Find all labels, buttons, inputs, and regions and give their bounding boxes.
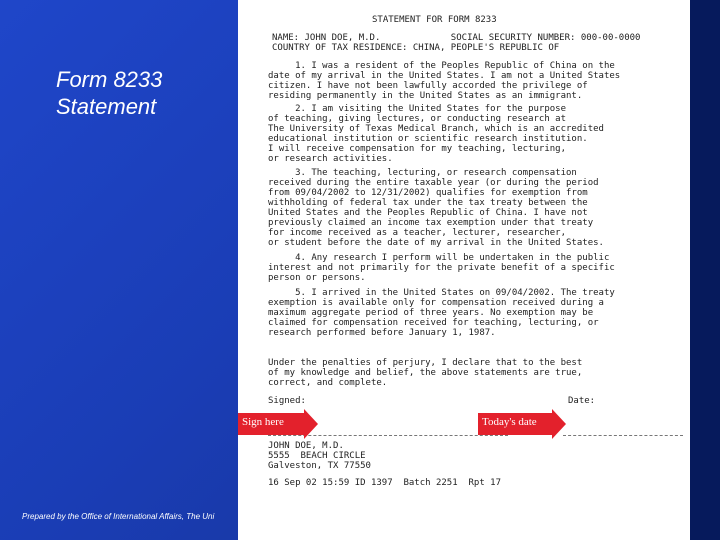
- document-heading: STATEMENT FOR FORM 8233: [372, 15, 497, 25]
- paragraph-3-line: from 09/04/2002 to 12/31/2002) qualifies for exemption from: [268, 188, 588, 198]
- perjury-line: Under the penalties of perjury, I declare that to the best: [268, 358, 583, 368]
- slide-right-band: [690, 0, 720, 540]
- slide-title-line-2: Statement: [56, 94, 157, 119]
- paragraph-3-line: 3. The teaching, lecturing, or research compensation: [268, 168, 577, 178]
- paragraph-2-line: of teaching, giving lectures, or conducting research at: [268, 114, 567, 124]
- todays-date-label: Today's date: [482, 416, 537, 428]
- perjury-line: of my knowledge and belief, the above statements are true,: [268, 368, 583, 378]
- paragraph-4-line: person or persons.: [268, 273, 366, 283]
- sign-here-label: Sign here: [242, 416, 284, 428]
- paragraph-1-line: residing permanently in the United States as an immigrant.: [268, 91, 583, 101]
- address-line: JOHN DOE, M.D.: [268, 441, 344, 451]
- paragraph-3-line: previously claimed an income tax exemption under that treaty: [268, 218, 594, 228]
- paragraph-2-line: or research activities.: [268, 154, 393, 164]
- paragraph-5-line: research performed before January 1, 1987.: [268, 328, 496, 338]
- date-line: [563, 435, 683, 436]
- signed-label: Signed:: [268, 396, 306, 406]
- print-stamp: 16 Sep 02 15:59 ID 1397 Batch 2251 Rpt 17: [268, 478, 501, 488]
- paragraph-5-line: 5. I arrived in the United States on 09/04/2002. The treaty: [268, 288, 615, 298]
- paragraph-4-line: 4. Any research I perform will be undertaken in the public: [268, 253, 610, 263]
- address-line: Galveston, TX 77550: [268, 461, 371, 471]
- paragraph-1-line: citizen. I have not been lawfully accorded the privilege of: [268, 81, 588, 91]
- arrow-head-icon: [552, 409, 566, 439]
- slide-title: [56, 66, 162, 120]
- perjury-line: correct, and complete.: [268, 378, 388, 388]
- address-line: 5555 BEACH CIRCLE: [268, 451, 366, 461]
- paragraph-1-line: date of my arrival in the United States. I am not a United States: [268, 71, 621, 81]
- sign-here-arrow: [238, 413, 318, 435]
- paragraph-2-line: educational institution or scientific research institution.: [268, 134, 588, 144]
- paragraph-3-line: received during the entire taxable year (or during the period: [268, 178, 599, 188]
- paragraph-5-line: maximum aggregate period of three years. No exemption may be: [268, 308, 594, 318]
- slide-footer: Prepared by the Office of International Affairs, The Uni: [22, 512, 215, 521]
- paragraph-2-line: I will receive compensation for my teaching, lecturing,: [268, 144, 567, 154]
- paragraph-3-line: or student before the date of my arrival in the United States.: [268, 238, 604, 248]
- paragraph-3-line: withholding of federal tax under the tax treaty between the: [268, 198, 588, 208]
- paragraph-3-line: United States and the Peoples Republic of China. I have not: [268, 208, 588, 218]
- date-label: Date:: [568, 396, 596, 406]
- paragraph-2-line: 2. I am visiting the United States for the purpose: [268, 104, 567, 114]
- country-line: COUNTRY OF TAX RESIDENCE: CHINA, PEOPLE'S REPUBLIC OF: [272, 43, 560, 53]
- arrow-head-icon: [304, 409, 318, 439]
- name-ssn-line: NAME: JOHN DOE, M.D. SOCIAL SECURITY NUMBER: 000-00-0000: [272, 33, 641, 43]
- paragraph-4-line: interest and not primarily for the private benefit of a specific: [268, 263, 615, 273]
- paragraph-2-line: The University of Texas Medical Branch, which is an accredited: [268, 124, 604, 134]
- paragraph-5-line: exemption is available only for compensation received during a: [268, 298, 604, 308]
- paragraph-1-line: 1. I was a resident of the Peoples Republic of China on the: [268, 61, 615, 71]
- paragraph-5-line: claimed for compensation received for teaching, lecturing, or: [268, 318, 599, 328]
- paragraph-3-line: for income received as a teacher, lecturer, researcher,: [268, 228, 567, 238]
- form-8233-statement-document: [238, 0, 690, 540]
- todays-date-arrow: [478, 413, 566, 435]
- slide-title-line-1: Form 8233: [56, 67, 163, 92]
